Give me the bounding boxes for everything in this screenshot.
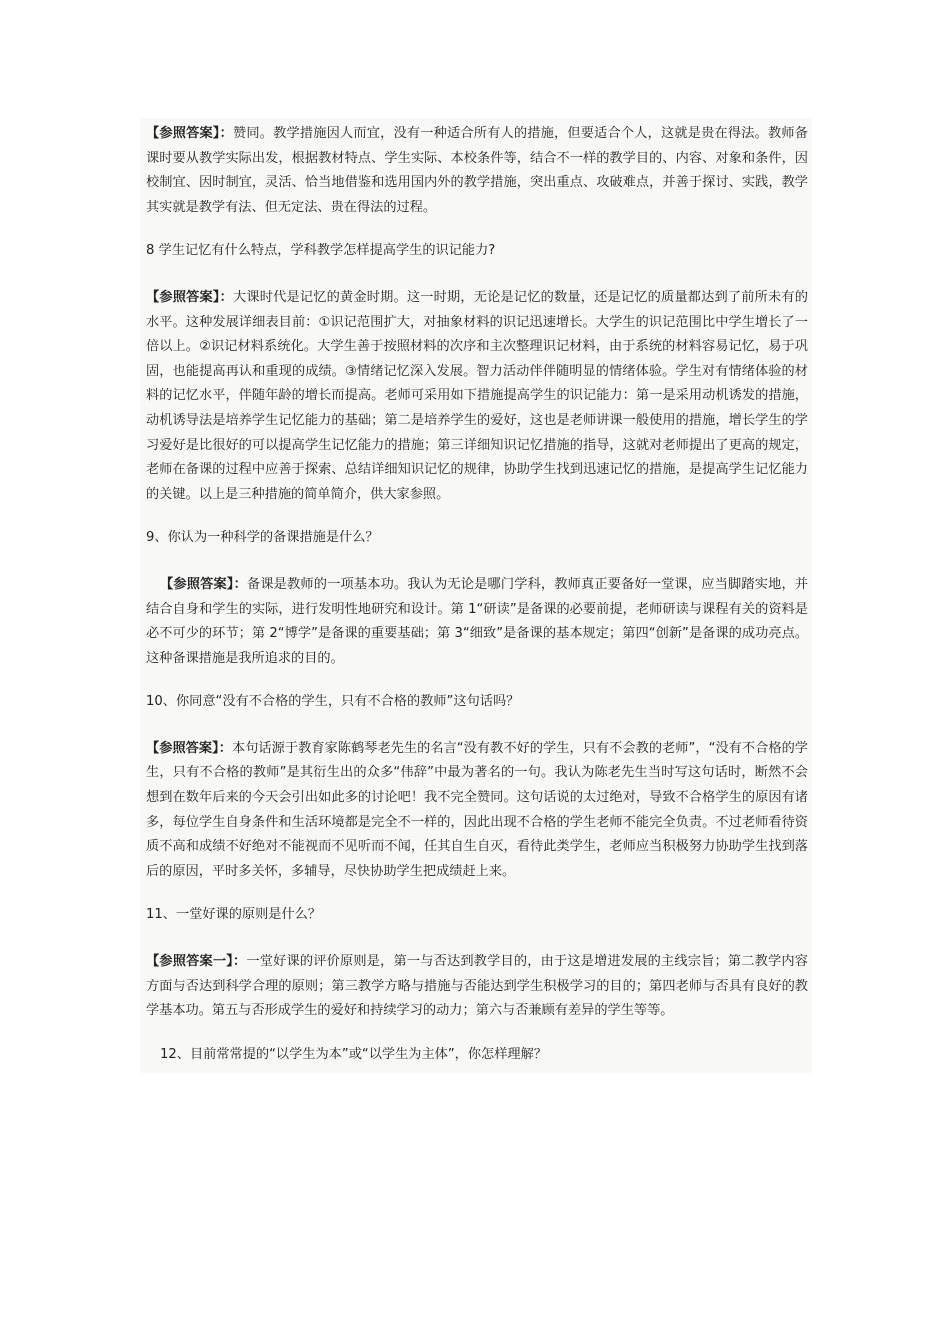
answer-text: 一堂好课的评价原则是，第一与否达到教学目的，由于这是增进发展的主线宗旨；第二教学内容方面与否达到科学合理的原则；第三教学方略与措施与否能达到学生积极学习的目的；第四老师与否具有良好的教学基本功。第五与否形成学生的爱好和持续学习的动力；第六与否兼顾有差异的学生等等。 xyxy=(146,954,808,1019)
answer-text: 大课时代是记忆的黄金时期。这一时期，无论是记忆的数量，还是记忆的质量都达到了前所未有的水平。这种发展详细表目前：①识记范围扩大，对抽象材料的识记迅速增长。大学生的识记范围比中学生增长了一倍以上。②识记材料系统化。大学生善于按照材料的次序和主次整理识记材料，由于系统的材料容易记忆，易于巩固，也能提高再认和重现的成绩。③情绪记忆深入发展。智力活动伴伴随明显的情绪体验。学生对有情绪体验的材料的记忆水平，伴随年龄的增长而提高。老师可采用如下措施提高学生的识记能力：第一是采用动机诱发的措施，动机诱导法是培养学生记忆能力的基础；第二是培养学生的爱好，这也是老师讲课一般使用的措施，增长学生的学习爱好是比很好的可以提高学生记忆能力的措施；第三详细知识记忆措施的指导，这就对老师提出了更高的规定，老师在备课的过程中应善于探索、总结详细知识记忆的规律，协助学生找到迅速记忆的措施，是提高学生记忆能力的关键。以上是三种措施的简单简介，供大家参照。 xyxy=(146,289,808,502)
question-heading: 12、目前常常提的“以学生为本”或“以学生为主体”，你怎样理解？ xyxy=(160,1046,547,1062)
answer-text: 本句话源于教育家陈鹤琴老先生的名言“没有教不好的学生，只有不会教的老师”，“没有不合格的学生，只有不合格的教师”是其衍生出的众多“伟辞”中最为著名的一句。我认为陈老先生当时写这句话时，断然不会想到在数年后来的今天会引出如此多的讨论吧！我不完全赞同。这句话说的太过绝对，导致不合格学生的原因有诸多，每位学生自身条件和生活环境都是完全不一样的，因此出现不合格的学生老师不能完全负责。不过老师看待资质不高和成绩不好绝对不能视而不见听而不闻，任其自生自灭，看待此类学生，老师应当积极努力协助学生找到落后的原因，平时多关怀，多辅导，尽快协助学生把成绩赶上来。 xyxy=(146,740,808,879)
answer-paragraph xyxy=(146,950,808,1024)
answer-lead: 【参照答案】： xyxy=(160,576,247,592)
answer-text: 赞同。教学措施因人而宜，没有一种适合所有人的措施，但要适合个人，这就是贵在得法。教师备课时要从教学实际出发，根据教材特点、学生实际、本校条件等，结合不一样的教学目的、内容、对象和条件，因校制宜、因时制宜，灵活、恰当地借鉴和选用国内外的教学措施，突出重点、攻破难点，并善于探讨、实践，教学其实就是教学有法、但无定法、贵在得法的过程。 xyxy=(146,126,808,215)
question-heading: 11、一堂好课的原则是什么？ xyxy=(146,907,322,923)
answer-paragraph xyxy=(146,286,808,507)
answer-lead: 【参照答案一】： xyxy=(146,954,247,970)
answer-lead: 【参照答案】： xyxy=(146,289,234,305)
question-heading: 8 学生记忆有什么特点，学科教学怎样提高学生的识记能力? xyxy=(146,243,496,259)
answer-paragraph xyxy=(146,737,808,885)
question-heading: 9、你认为一种科学的备课措施是什么？ xyxy=(146,530,379,546)
answer-text: 备课是教师的一项基本功。我认为无论是哪门学科，教师真正要备好一堂课，应当脚踏实地，并结合自身和学生的实际，进行发明性地研究和设计。第 1“研读”是备课的必要前提，老师研读与课程有关的资料是必不可少的环节；第 2“博学”是备课的重要基础；第 3“细致”是备课的基本规定；第四“创新”是备课的成功亮点。这种备课措施是我所追求的目的。 xyxy=(146,576,809,666)
question-heading: 10、你同意“没有不合格的学生，只有不合格的教师”这句话吗？ xyxy=(146,694,520,710)
document-body xyxy=(140,118,812,1073)
answer-paragraph xyxy=(146,573,808,671)
answer-paragraph xyxy=(146,122,808,220)
answer-lead: 【参照答案】： xyxy=(146,126,234,141)
answer-lead: 【参照答案】： xyxy=(146,740,232,756)
